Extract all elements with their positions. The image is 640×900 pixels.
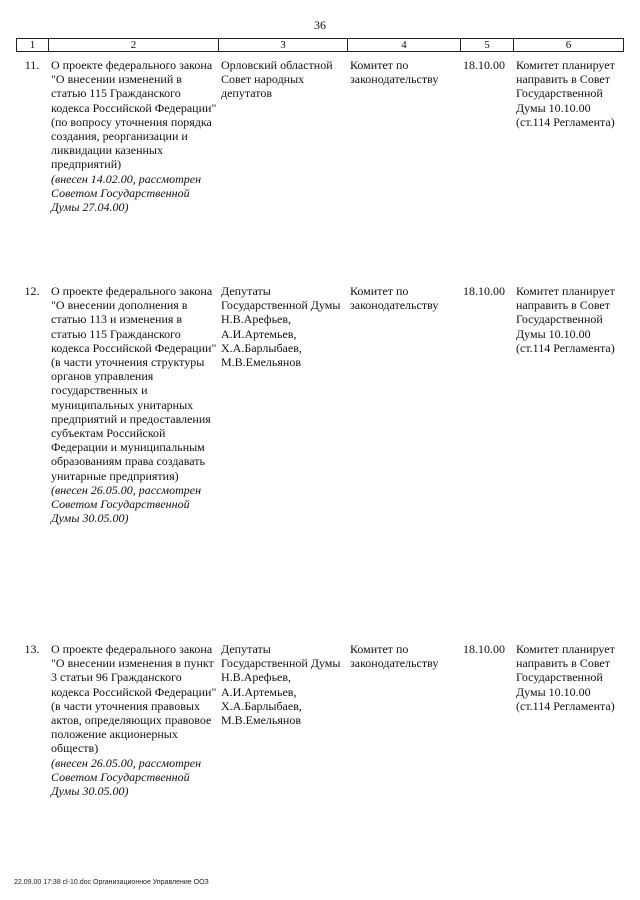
- committee-plan: Комитет планирует направить в Совет Государственной Думы 10.10.00 (ст.114 Регламента): [516, 58, 615, 129]
- bill-title: [48, 58, 218, 284]
- page-number: 36: [314, 18, 326, 32]
- row-number: 13.: [24, 642, 40, 656]
- column-number: 5: [461, 39, 514, 52]
- bill-title: [48, 642, 218, 872]
- table-row: [16, 58, 623, 284]
- bill-list: [16, 58, 623, 872]
- bill-submission-note: (внесен 26.05.00, рассмотрен Советом Государственной Думы 30.05.00): [51, 482, 202, 526]
- table-row: [16, 284, 623, 642]
- responsible-committee: Комитет по законодательству: [350, 642, 439, 671]
- row-number: 12.: [24, 284, 40, 298]
- review-date: 18.10.00: [463, 284, 505, 298]
- column-number: 1: [17, 39, 49, 52]
- row-number: 11.: [24, 58, 40, 72]
- committee-plan: Комитет планирует направить в Совет Государственной Думы 10.10.00 (ст.114 Регламента): [516, 284, 615, 355]
- column-number-header: [16, 38, 624, 52]
- bill-submission-note: (внесен 26.05.00, рассмотрен Советом Государственной Думы 30.05.00): [51, 755, 202, 799]
- bill-author: Депутаты Государственной Думы Н.В.Арефьев, А.И.Артемьев, Х.А.Барлыбаев, М.В.Емельянов: [221, 642, 341, 728]
- responsible-committee: Комитет по законодательству: [350, 58, 439, 87]
- bill-description: О проекте федерального закона "О внесении изменения в пункт 3 статьи 96 Гражданского кодекса Российской Федерации" (в части уточнения правовых актов, определяющих правовое положение акционерных обществ): [51, 642, 217, 756]
- bill-description: О проекте федерального закона "О внесении дополнения в статью 113 и изменения в статью 115 Гражданского кодекса Российской Федерации" (в части уточнения структуры органов управления государственных и муниципальных унитарных предприятий и предоставления субъектам Российской Федерации и муниципальным образованиям права создавать унитарные предприятия): [51, 284, 217, 483]
- bill-author: Депутаты Государственной Думы Н.В.Арефьев, А.И.Артемьев, Х.А.Барлыбаев, М.В.Емельянов: [221, 284, 341, 370]
- review-date: 18.10.00: [463, 642, 505, 656]
- bill-submission-note: (внесен 14.02.00, рассмотрен Советом Государственной Думы 27.04.00): [51, 171, 202, 215]
- bill-title: [48, 284, 218, 642]
- column-number: 3: [219, 39, 348, 52]
- committee-plan: Комитет планирует направить в Совет Государственной Думы 10.10.00 (ст.114 Регламента): [516, 642, 615, 713]
- column-number: 2: [49, 39, 219, 52]
- column-number: 4: [348, 39, 461, 52]
- column-number: 6: [514, 39, 624, 52]
- table-row: [16, 642, 623, 872]
- responsible-committee: Комитет по законодательству: [350, 284, 439, 313]
- bill-description: О проекте федерального закона "О внесении изменений в статью 115 Гражданского кодекса Российской Федерации" (по вопросу уточнения порядка создания, реорганизации и ликвидации казенных предприятий): [51, 58, 217, 172]
- document-footer: 22.09.00 17:38 cl-10.doc Организационное Управление ООЗ: [14, 879, 209, 886]
- review-date: 18.10.00: [463, 58, 505, 72]
- bill-author: Орловский областной Совет народных депутатов: [221, 58, 333, 101]
